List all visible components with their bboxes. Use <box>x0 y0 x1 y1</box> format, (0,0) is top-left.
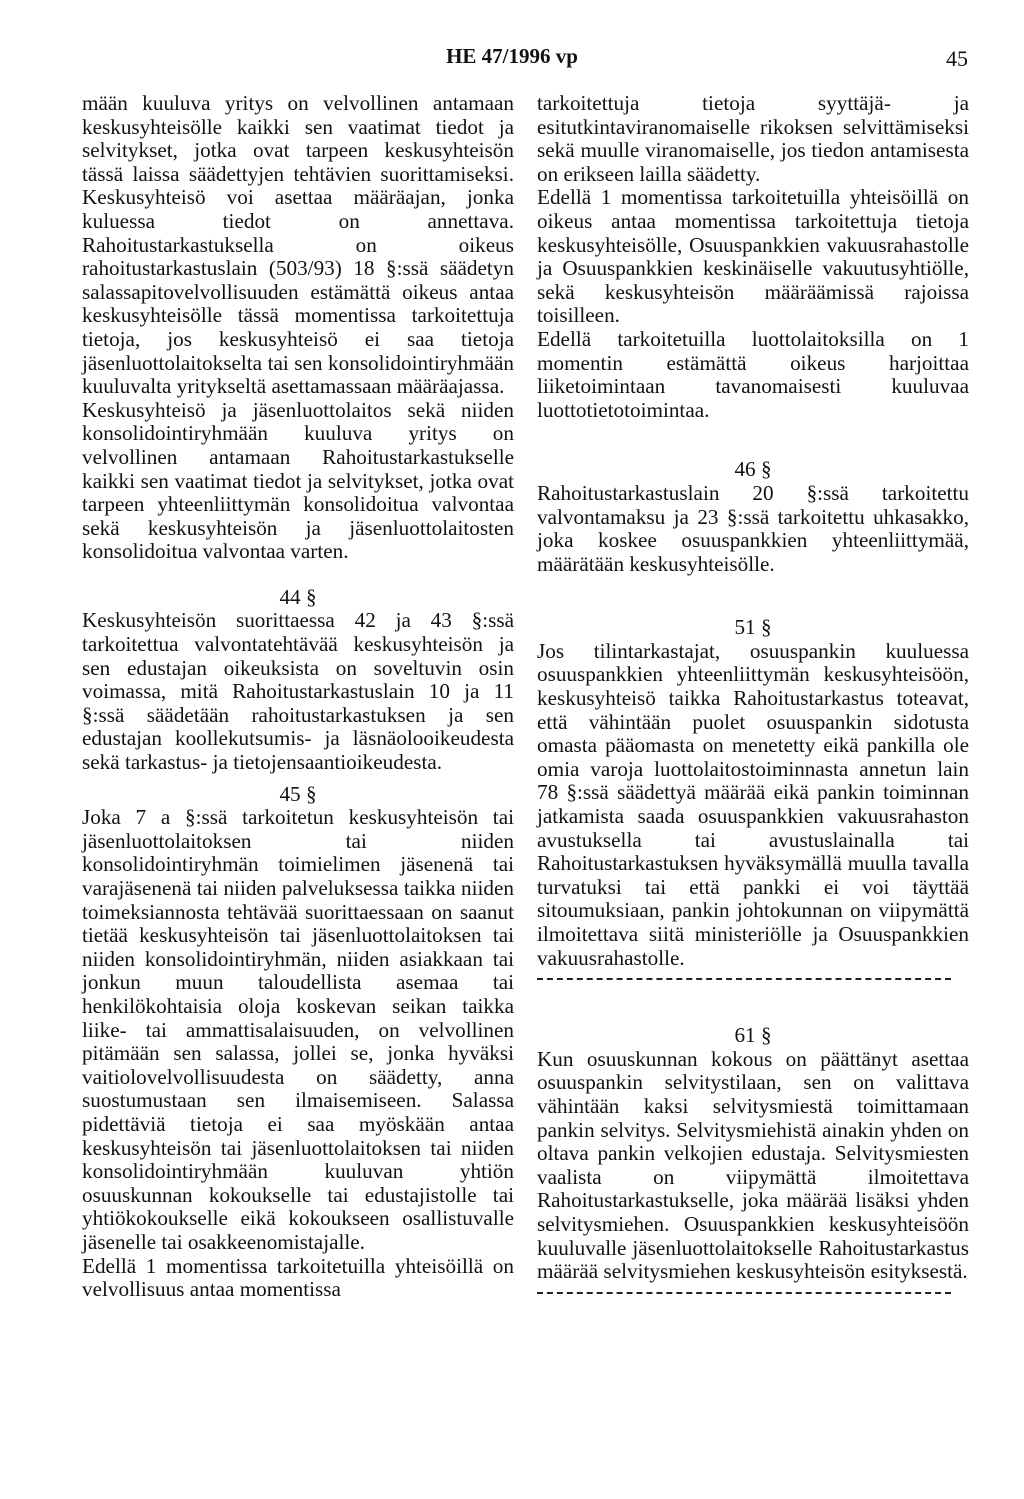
section-heading-46: 46 § <box>734 457 772 482</box>
section-text-44: Keskusyhteisön suorittaessa 42 ja 43 §:ssä tarkoitettua valvontatehtävää keskusyhteisön ja sen edustajan oikeuksista on soveltuvin osin voimassa, mitä Rahoitustarkastuslain 10 ja 11 §:ssä säädetään rahoitustarkastuksen ja sen edustajan koollekutsumis- ja läsnäolooikeudesta sekä tarkastus- ja tietojensaantioikeudesta. <box>82 608 514 775</box>
section-heading-44: 44 § <box>279 584 317 609</box>
section-text-51: Jos tilintarkastajat, osuuspankin kuuluessa osuuspankkien yhteenliittymän keskusyhteisöön, keskusyhteisö taikka Rahoitustarkastus toteavat, että vähintään puolet osuuspankin sidotusta omasta pääomasta on menetetty eikä pankilla ole omia varoja luottolaitostoiminnasta annetun lain 78 §:ssä säädettyä määrää eikä pankin toiminnan jatkamista saada osuuspankkien vakuusrahaston avustuksella tai avustuslainalla tai Rahoitustarkastuksen hyväksymällä muulla tavalla turvatuksi tai että pankki ei voi täyttää sitoumuksiaan, pankin johtokunnan on viipymättä ilmoitettava siitä ministeriölle ja Osuuspankkien vakuusrahastolle. <box>537 638 969 970</box>
section-heading-61: 61 § <box>734 1023 772 1048</box>
omission-divider <box>537 1292 951 1294</box>
section-heading-51: 51 § <box>734 615 772 640</box>
section-heading-45: 45 § <box>279 781 317 806</box>
paragraph: Edellä tarkoitetuilla luottolaitoksilla on 1 momentin estämättä oikeus harjoittaa liiketoimintaan tavanomaisesti kuuluvaa luottotietotoimintaa. <box>537 326 969 422</box>
page-number: 45 <box>946 46 968 71</box>
section-text-61: Kun osuuskunnan kokous on päättänyt asettaa osuuspankin selvitystilaan, sen on valittava vähintään kaksi selvitysmiestä toimittamaan pankin selvitys. Selvitysmiehistä ainakin yhden on oltava pankin velkojien edustaja. Selvitysmiesten vaalista on viipymättä ilmoitettava Rahoitustarkastukselle, joka määrää lisäksi yhden selvitysmiehen. Osuuspankkien keskusyhteisöön kuuluvalle jäsenluottolaitokselle Rahoitustarkastus määrää selvitysmiehen keskusyhteisön esityksestä. <box>537 1046 969 1284</box>
section-text-46: Rahoitustarkastuslain 20 §:ssä tarkoitettu valvontamaksu ja 23 §:ssä tarkoitettu uhkasakko, joka koskee osuuspankkien yhteenliittymää, määrätään keskusyhteisölle. <box>537 480 969 576</box>
paragraph: Edellä 1 momentissa tarkoitetuilla yhteisöillä on oikeus antaa momentissa tarkoitettuja tietoja keskusyhteisölle, Osuuspankkien vakuusrahastolle ja Osuuspankkien keskinäiselle vakuutusyhtiölle, sekä keskusyhteisön määräämissä rajoissa toisilleen. <box>537 185 969 328</box>
section-text-45: Joka 7 a §:ssä tarkoitetun keskusyhteisön tai jäsenluottolaitoksen tai niiden konsolidointiryhmän toimielimen jäsenenä tai varajäsenenä tai niiden palveluksessa taikka niiden toimeksiannosta tehtävää suorittaessaan on saanut tietää keskusyhteisön tai jäsenluottolaitoksen tai niiden konsolidointiryhmän, niiden asiakkaan tai jonkun muun taloudellista asemaa tai henkilökohtaisia oloja koskevan seikan taikka liike- tai ammattisalaisuuden, on velvollinen pitämään sen salassa, jollei se, jonka hyväksi vaitiolovelvollisuudesta on säädetty, anna suostumustaan sen ilmaisemiseen. Salassa pidettäviä tietoja ei saa myöskään antaa keskusyhteisön tai jäsenluottolaitoksen tai niiden konsolidointiryhmään kuuluvan yhtiön osuuskunnan kokoukselle tai edustajistolle tai yhtiökokoukselle eikä kokoukseen osallistuvalle jäsenelle tai osakkeenomistajalle. <box>82 805 514 1254</box>
left-column <box>82 92 514 1302</box>
paragraph: Keskusyhteisö ja jäsenluottolaitos sekä niiden konsolidointiryhmään kuuluva yritys on velvollinen antamaan Rahoitustarkastukselle kaikki sen vaatimat tiedot ja selvitykset, jotka ovat tarpeen yhteenliittymän konsolidoitua valvontaa sekä keskusyhteisön ja jäsenluottolaitosten konsolidoitua valvontaa varten. <box>82 397 514 564</box>
right-column <box>537 92 969 1294</box>
section-text-45-continued: Edellä 1 momentissa tarkoitetuilla yhteisöillä on velvollisuus antaa momentissa <box>82 1253 514 1302</box>
document-title: HE 47/1996 vp <box>446 44 578 68</box>
paragraph: mään kuuluva yritys on velvollinen antamaan keskusyhteisölle kaikki sen vaatimat tiedot ja selvitykset, jotka ovat tarpeen keskusyhteisön tässä laissa säädettyjen tehtävien suorittamiseksi. Keskusyhteisö voi asettaa määräajan, jonka kuluessa tiedot on annettava. Rahoitustarkastuksella on oikeus rahoitustarkastuslain (503/93) 18 §:ssä säädetyn salassapitovelvollisuuden estämättä oikeus antaa keskusyhteisölle tässä momentissa tarkoitettuja tietoja, jos keskusyhteisö ei saa tietoja jäsenluottolaitokselta tai sen konsolidointiryhmään kuuluvalta yritykseltä asettamassaan määräajassa. <box>82 91 514 399</box>
paragraph: tarkoitettuja tietoja syyttäjä- ja esitutkintaviranomaiselle rikoksen selvittämiseksi sekä muulle viranomaiselle, jos tiedon antamisesta on erikseen lailla säädetty. <box>537 91 969 186</box>
